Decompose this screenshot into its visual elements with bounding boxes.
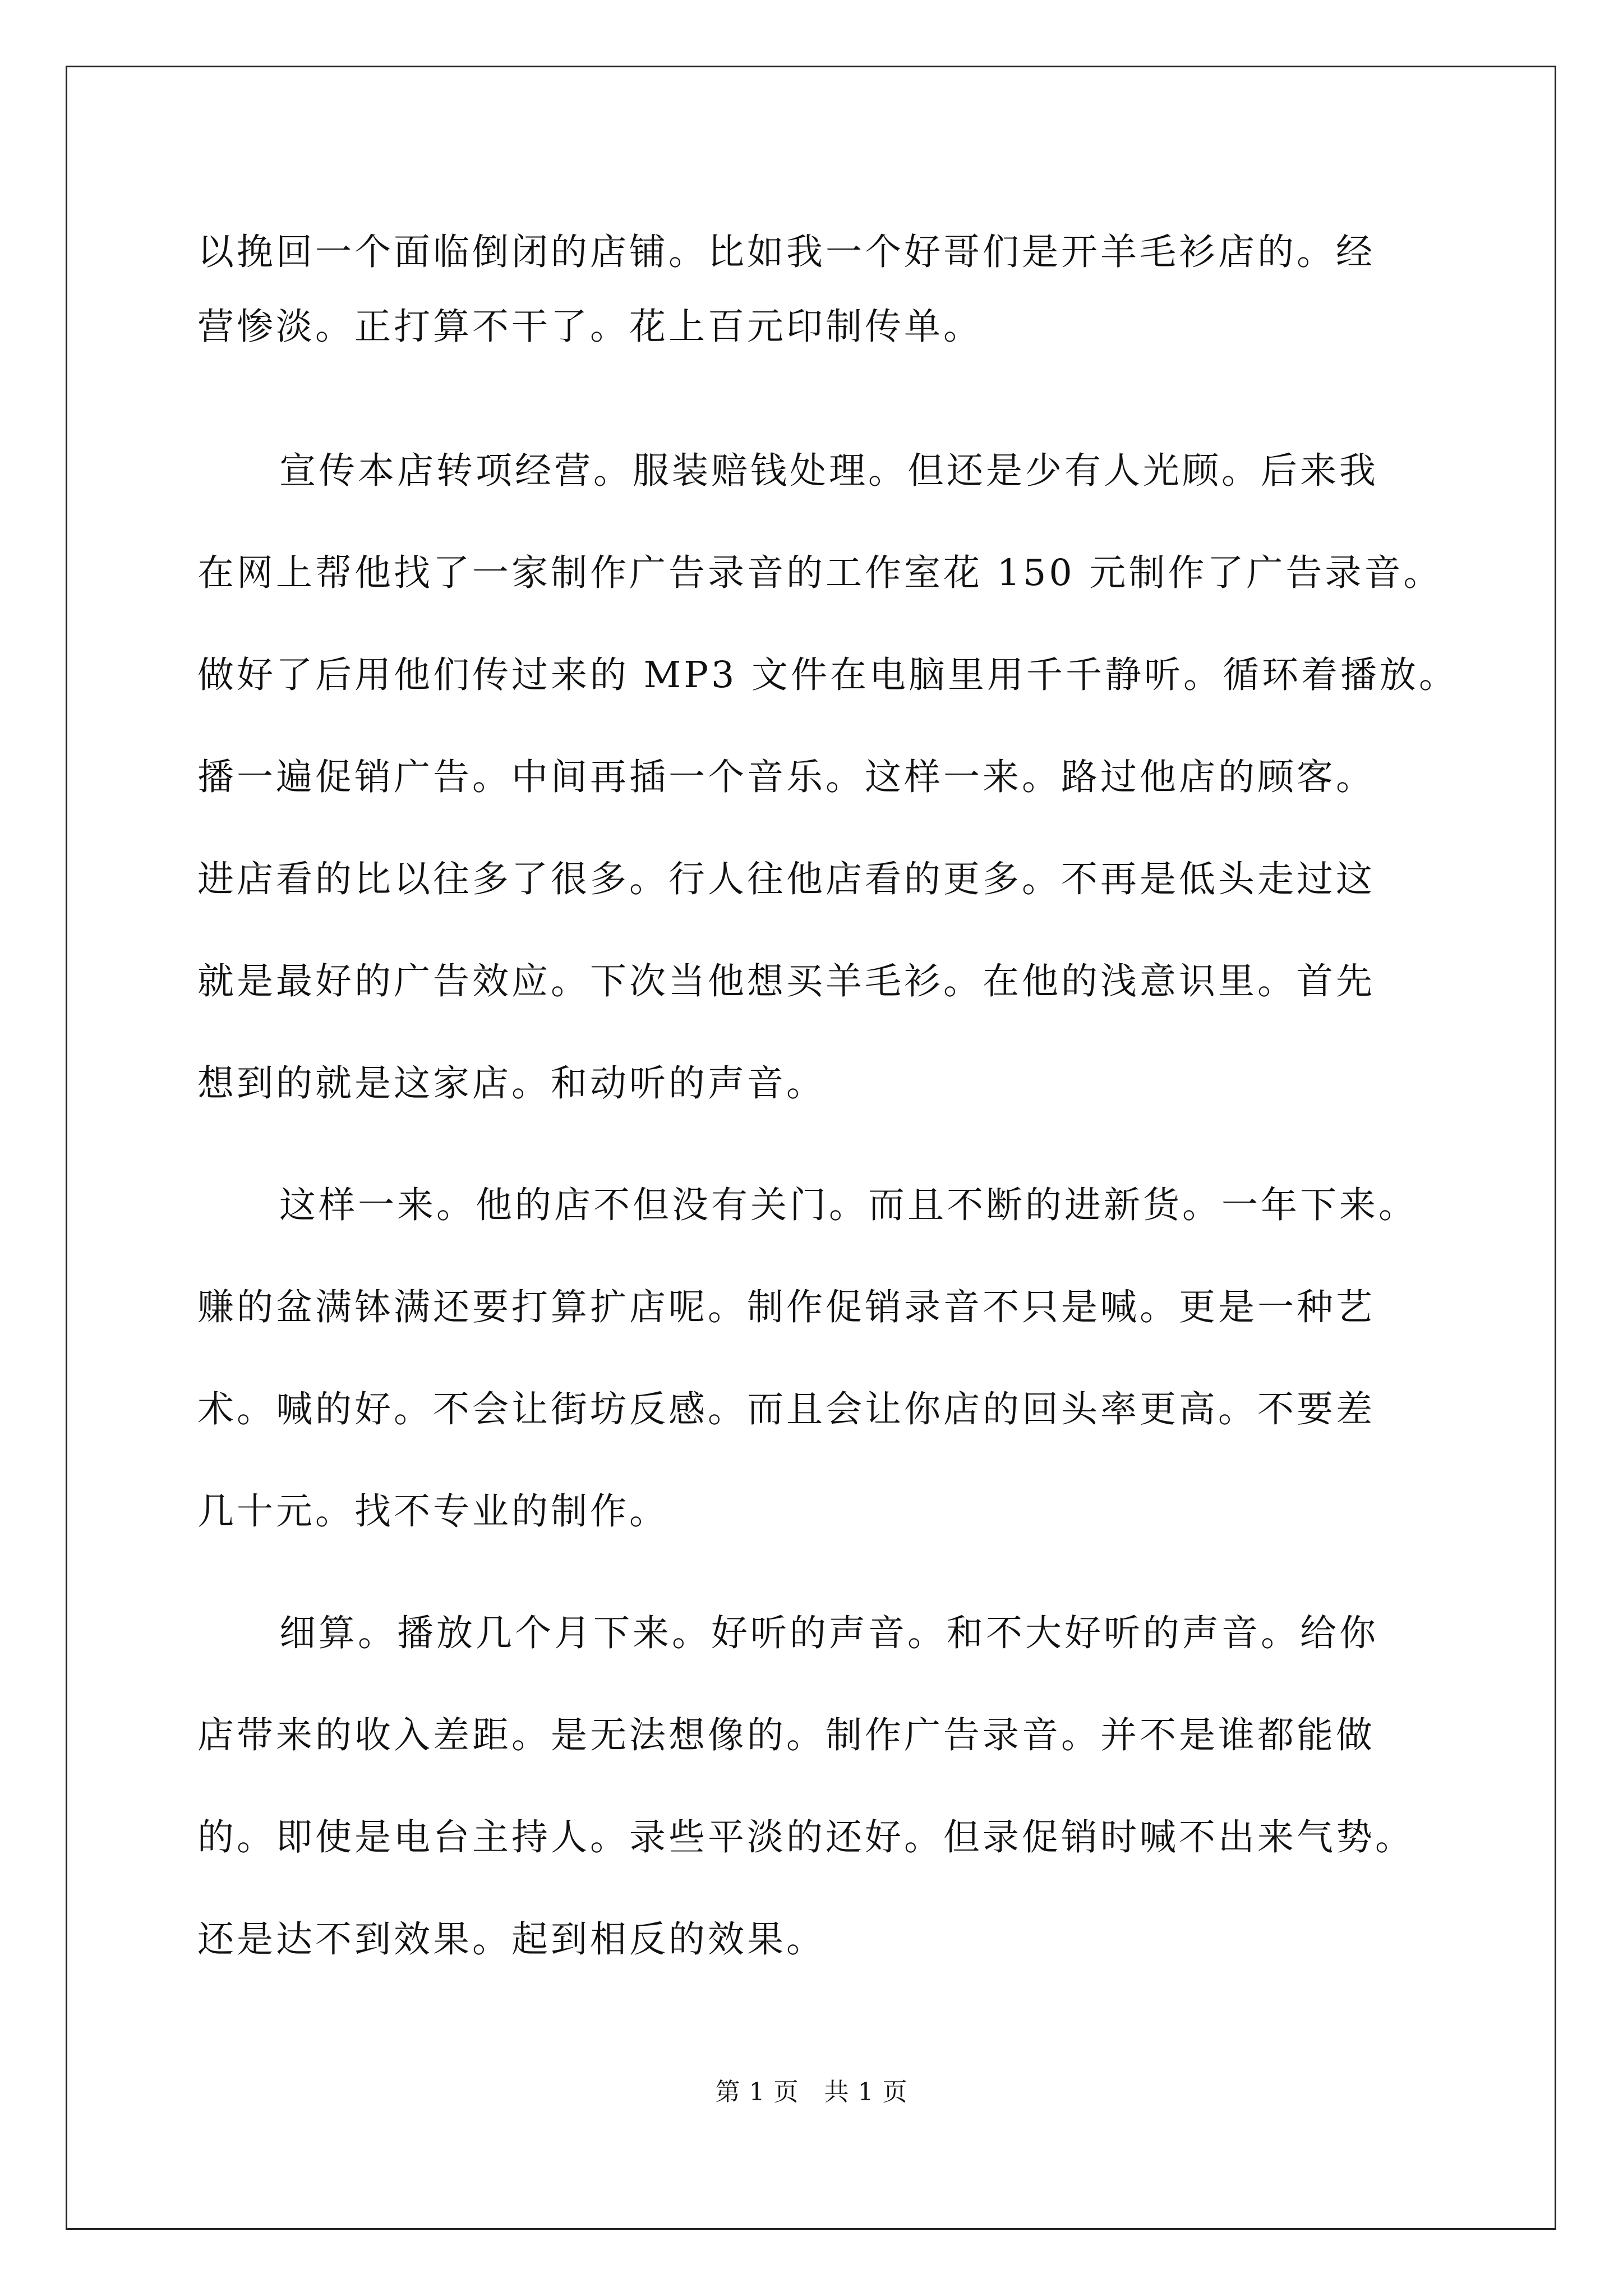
text-line: 做好了后用他们传过来的 MP3 文件在电脑里用千千静听。循环着播放。 bbox=[197, 654, 1458, 696]
page-border bbox=[66, 66, 1556, 2230]
paragraph-start-line: 宣传本店转项经营。服装赔钱处理。但还是少有人光顾。后来我 bbox=[279, 450, 1379, 492]
text-line: 营惨淡。正打算不干了。花上百元印制传单。 bbox=[197, 306, 983, 348]
text-line: 还是达不到效果。起到相反的效果。 bbox=[197, 1918, 826, 1961]
text-line: 以挽回一个面临倒闭的店铺。比如我一个好哥们是开羊毛衫店的。经 bbox=[197, 231, 1376, 273]
paragraph-start-line: 这样一来。他的店不但没有关门。而且不断的进新货。一年下来。 bbox=[279, 1184, 1418, 1226]
text-line: 播一遍促销广告。中间再插一个音乐。这样一来。路过他店的顾客。 bbox=[197, 756, 1376, 798]
paragraph-start-line: 细算。播放几个月下来。好听的声音。和不大好听的声音。给你 bbox=[279, 1612, 1379, 1654]
text-line: 进店看的比以往多了很多。行人往他店看的更多。不再是低头走过这 bbox=[197, 858, 1376, 900]
text-line: 店带来的收入差距。是无法想像的。制作广告录音。并不是谁都能做 bbox=[197, 1714, 1376, 1756]
page-number-footer: 第 1 页 共 1 页 bbox=[715, 2078, 908, 2106]
text-line: 就是最好的广告效应。下次当他想买羊毛衫。在他的浅意识里。首先 bbox=[197, 960, 1376, 1002]
text-line: 在网上帮他找了一家制作广告录音的工作室花 150 元制作了广告录音。 bbox=[197, 552, 1443, 594]
text-line: 想到的就是这家店。和动听的声音。 bbox=[197, 1062, 826, 1105]
text-line: 赚的盆满钵满还要打算扩店呢。制作促销录音不只是喊。更是一种艺 bbox=[197, 1286, 1376, 1328]
text-line: 术。喊的好。不会让街坊反感。而且会让你店的回头率更高。不要差 bbox=[197, 1388, 1376, 1430]
text-line: 几十元。找不专业的制作。 bbox=[197, 1490, 669, 1533]
text-line: 的。即使是电台主持人。录些平淡的还好。但录促销时喊不出来气势。 bbox=[197, 1816, 1415, 1858]
